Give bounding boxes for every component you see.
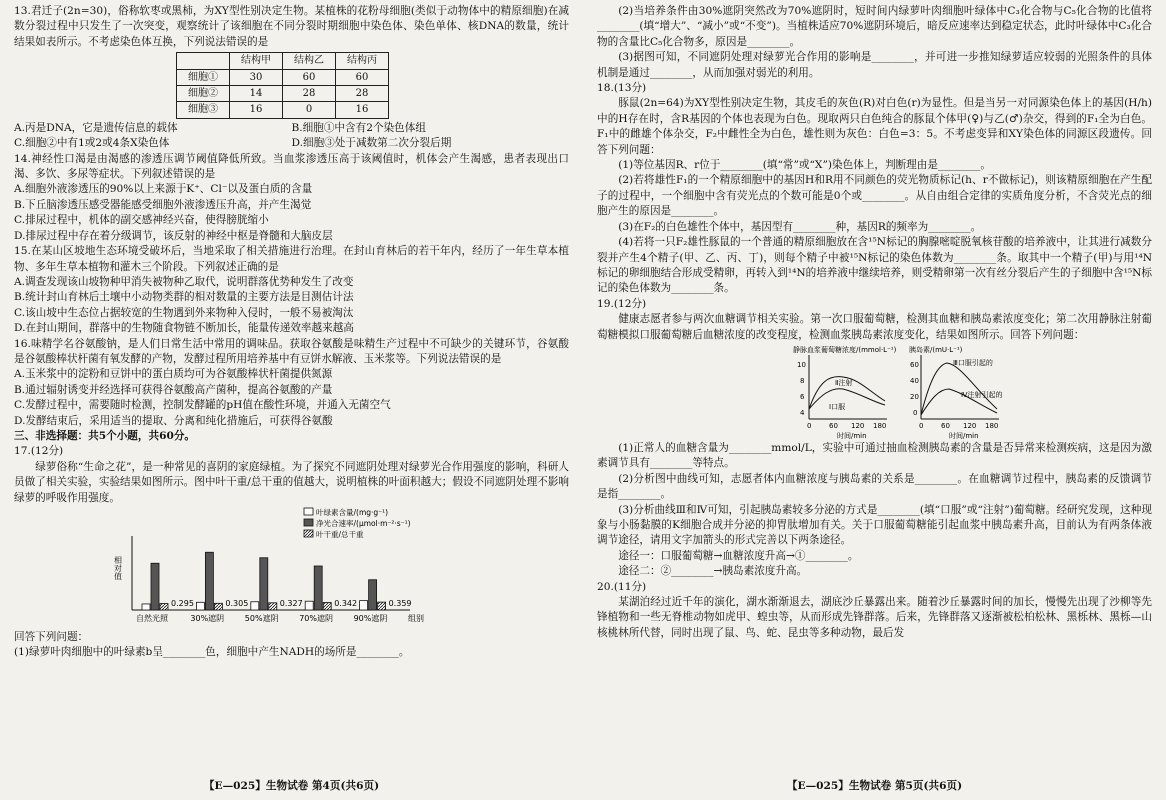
q18-head: 18.(13分)	[597, 82, 647, 95]
q18-stem: 豚鼠(2n=64)为XY型性别决定生物，其皮毛的灰色(R)对白色(r)为显性。但是当另一对同源染色体上的基因(H/h)中的H存在时，含R基因的个体也表现为白色。现取两只白色纯合的豚鼠个体甲(♀)与乙(♂)杂交，得到的F₁全为白色。F₁中的雌雄个体杂交，F₂中雌性全为白色，雄性则为灰色：白色=3：5。不考虑变异和XY染色体的同源区段遗传。回答下列问题：	[597, 97, 1152, 156]
q15-option-b: B.统计封山育林后土壤中小动物类群的相对数量的主要方法是目测估计法	[14, 291, 354, 304]
graph-a-xlabel: 时间/min	[837, 431, 867, 440]
category-label: 90%遮阴	[353, 614, 388, 623]
q19-sub2: (2)分析图中曲线可知，志愿者体内血糖浓度与胰岛素的关系是________。在血糖调节过程中，胰岛素的反馈调节是指________。	[597, 472, 1152, 501]
table-cell: 细胞③	[177, 102, 230, 118]
graph-a-curve-oral	[809, 389, 885, 409]
q19-sub3: (3)分析曲线Ⅲ和Ⅳ可知，引起胰岛素较多分泌的方式是________(填“口服”或“注射”)葡萄糖。经研究发现，这种现象与小肠黏膜的K细胞合成并分泌的抑胃肽增加有关。关于口服葡萄糖能引起血浆中胰岛素升高，目前认为有两条体液调节途径，请用文字加箭头的形式完善以下两条途径。	[597, 503, 1152, 547]
q18-sub4: (4)若将一只F₂雄性豚鼠的一个普通的精原细胞放在含¹⁵N标记的胸腺嘧啶脱氧核苷酸的培养液中，让其进行减数分裂并产生4个精子(甲、乙、丙、丁)，则每个精子中被¹⁵N标记的染色体数为________条。取其中一个精子(甲)与用¹⁴N标记的卵细胞结合形成受精卵，再转入到¹⁴N的培养液中继续培养，则受精卵第一次有丝分裂后产生的子细胞中含¹⁵N标记的染色体数为________条。	[597, 236, 1152, 295]
q19-sub1: (1)正常人的血糖含量为________mmol/L，实验中可通过抽血检测胰岛素的含量是否异常来检测疾病，这是因为激素调节具有________等特点。	[597, 441, 1152, 470]
q14-option-d: D.排尿过程中存在着分级调节，该反射的神经中枢是脊髓和大脑皮层	[14, 229, 333, 242]
graph-b-xlabel: 时间/min	[949, 431, 979, 440]
q13-option-c: C.细胞②中有1或2或4条X染色体	[14, 137, 170, 150]
bar	[251, 602, 259, 610]
q18-sub2: (2)若将雄性F₁的一个精原细胞中的基因H和R用不同颜色的荧光物质标记(h、r不做标记)，则该精原细胞在产生配子的过程中，一个细胞中含有荧光点的个数可能是0个或________。从自由组合定律的实质角度分析，不含荧光点的细胞产生的原因是________。	[597, 174, 1152, 218]
table-cell: 细胞②	[177, 86, 230, 102]
bar	[378, 602, 386, 610]
data-label: 0.295	[171, 599, 194, 608]
table-cell: 28	[283, 86, 336, 102]
data-label: 0.305	[225, 599, 249, 608]
q16-option-d: D.发酵结束后，采用适当的提取、分离和纯化措施后，可获得谷氨酸	[14, 414, 333, 427]
graph-a	[793, 345, 897, 440]
q16-stem: 16.味精学名谷氨酸钠，是人们日常生活中常用的调味品。获取谷氨酸是味精生产过程中不可缺少的关键环节，谷氨酸是谷氨酸棒状杆菌有氧发酵的产物，发酵过程所用培养基中有豆饼水解液、玉米浆等。下列说法错误的是	[14, 337, 569, 365]
table-cell: 16	[336, 102, 389, 118]
bar	[369, 580, 377, 610]
q16-option-a: A.玉米浆中的淀粉和豆饼中的蛋白质均可为谷氨酸棒状杆菌提供氮源	[14, 368, 333, 381]
graph-b-curve-label: Ⅳ注射引起的	[961, 390, 1003, 399]
category-label: 50%遮阴	[244, 614, 279, 623]
q14-option-b: B.下丘脑渗透压感受器能感受细胞外液渗透压升高，并产生渴觉	[14, 198, 312, 211]
table-cell: 60	[336, 69, 389, 85]
q13-option-b: B.细胞①中含有2个染色体组	[291, 121, 426, 134]
q13-option-a: A.丙是DNA，它是遗传信息的载体	[14, 121, 178, 134]
graph-b-xtick: 0	[919, 421, 924, 430]
category-label: 70%遮阴	[299, 614, 333, 623]
q19-path2: 途径二：②________→胰岛素浓度升高。	[618, 565, 808, 578]
q17-sub3: (3)据图可知，不同遮阴处理对绿萝光合作用的影响是________，并可进一步推知绿萝适应较弱的光照条件的具体机制是通过________，从而加强对弱光的利用。	[597, 51, 1152, 79]
q14-stem: 14.神经性口渴是由渴感的渗透压调节阈值降低所致。当血浆渗透压高于该阈值时，机体会产生渴感，患者表现出口渴、多饮、多尿等症状。下列叙述错误的是	[14, 152, 569, 181]
y-axis-label: 相对值	[113, 556, 123, 580]
q17-sub1: (1)绿萝叶肉细胞中的叶绿素b呈________色，细胞中产生NADH的场所是________。	[14, 646, 410, 659]
bar	[214, 603, 222, 610]
legend-label: 叶干重/总干重	[316, 530, 364, 539]
section-3-heading: 三、非选择题：共5个小题，共60分。	[14, 429, 196, 442]
table-cell: 16	[230, 102, 283, 118]
q13-option-d: D.细胞③处于减数第二次分裂后期	[291, 137, 452, 150]
table-cell: 14	[230, 86, 283, 102]
bar	[305, 601, 313, 610]
category-label: 自然光照	[136, 614, 168, 623]
q16-option-b: B.通过辐射诱变并经选择可获得谷氨酸高产菌种，提高谷氨酸的产量	[14, 383, 333, 396]
q19-stem: 健康志愿者参与两次血糖调节相关实验。第一次口服葡萄糖，检测其血糖和胰岛素浓度变化；第二次用静脉注射葡萄糖模拟口服葡萄糖后血糖浓度的改变程度，检测血浆胰岛素浓度变化，结果如图所示。回答下列问题：	[597, 313, 1152, 341]
q17-stem: 绿萝俗称“生命之花”，是一种常见的喜阴的家庭绿植。为了探究不同遮阴处理对绿萝光合作用强度的影响，科研人员做了相关实验，实验结果如图所示。图中叶干重/总干重的值越大，说明植株的叶面积越大；假设不同遮阴处理不影响绿萝的呼吸作用强度。	[14, 460, 569, 504]
bar	[269, 603, 277, 610]
legend-label: 净光合速率/(μmol·m⁻²·s⁻¹)	[316, 519, 411, 528]
graph-a-ytick: 8	[800, 376, 805, 385]
table-header: 结构乙	[283, 53, 336, 69]
bar	[142, 604, 150, 610]
graph-b-xtick: 60	[941, 421, 950, 430]
table-cell: 28	[336, 86, 389, 102]
graph-a-curve-label: Ⅰ口服	[829, 402, 846, 411]
q20-head: 20.(11分)	[597, 580, 647, 593]
q18-sub3: (3)在F₂的白色雄性个体中，基因型有________种，基因R的频率为________。	[618, 220, 982, 233]
bar	[360, 601, 368, 610]
q17-bar-chart	[14, 506, 569, 630]
bar	[205, 552, 213, 610]
graph-b	[909, 345, 1002, 440]
q16-option-c: C.发酵过程中，需要随时检测，控制发酵罐的pH值在酸性环境，并通入无菌空气	[14, 399, 391, 412]
q19-head: 19.(12分)	[597, 297, 647, 310]
graph-b-curve-label: Ⅲ口服引起的	[953, 358, 993, 367]
graph-a-curve-label: Ⅱ注射	[835, 378, 853, 387]
table-header: 结构甲	[230, 53, 283, 69]
q20-stem: 某湖泊经过近千年的演化，湖水渐渐退去，湖底沙丘暴露出来。随着沙丘暴露时间的加长，慢慢先出现了沙柳等先锋植物和一些无脊椎动物如虎甲、蝗虫等，从而形成先锋群落。后来，先锋群落又逐渐被松柏松林、黑栎林、黑栎—山核桃林所代替，同时出现了鼠、鸟、蛇、昆虫等多种动物，最后发	[597, 596, 1152, 639]
data-label: 0.342	[334, 599, 358, 608]
right-footer: 【E—025】生物试卷 第5页(共6页)	[786, 779, 963, 792]
data-label: 0.359	[388, 599, 412, 608]
legend-swatch	[304, 519, 313, 526]
q13-options-row2	[14, 136, 569, 151]
q19-path1: 途径一：口服葡萄糖→血糖浓度升高→①________。	[618, 549, 859, 562]
graph-b-xtick: 120	[963, 421, 977, 430]
q13-options-row1	[14, 121, 569, 136]
category-label: 30%遮阴	[190, 614, 225, 623]
graph-b-ylabel: 胰岛素/(mU·L⁻¹)	[909, 345, 963, 354]
q17-sub2: (2)当培养条件由30%遮阴突然改为70%遮阴时，短时间内绿萝叶肉细胞叶绿体中C₃化合物与C₅化合物的比值将________(填“增大”、“减小”或“不变”)。当植株适应70%遮阴环境后，暗反应速率达到稳定状态，此时叶绿体中C₃化合物的含量比C₅化合物多，原因是________。	[597, 5, 1152, 48]
bar	[323, 602, 331, 610]
table-cell: 60	[283, 69, 336, 85]
right-page	[583, 0, 1166, 800]
bar	[260, 558, 268, 610]
graph-a-xtick: 180	[873, 421, 887, 430]
graph-a-xtick: 120	[851, 421, 865, 430]
graph-b-ytick: 20	[910, 392, 919, 401]
legend-swatch	[304, 530, 313, 537]
table-cell: 30	[230, 69, 283, 85]
data-label: 0.327	[279, 599, 303, 608]
bar	[196, 602, 204, 610]
q15-option-a: A.调查发现该山坡物种甲消失被物种乙取代，说明群落优势种发生了改变	[14, 275, 354, 288]
q15-stem: 15.在某山区坡地生态环境受破坏后，当地采取了相关措施进行治理。在封山育林后的若干年内，经历了一年生草本植物、多年生草本植物和灌木三个阶段。下列叙述正确的是	[14, 245, 569, 273]
q13-stem: 13.君迁子(2n=30)，俗称软枣或黑柿，为XY型性别决定生物。某植株的花粉母细胞(类似于动物体中的精原细胞)在减数分裂过程中只发生了一次突变，观察统计了该细胞在不同分裂时期细胞中染色体、染色单体、核DNA的数量，统计结果如表所示。不考虑染色体互换，下列说法错误的是	[14, 5, 569, 48]
x-axis-label: 组别	[408, 614, 424, 623]
q14-option-a: A.细胞外液渗透压的90%以上来源于K⁺、Cl⁻以及蛋白质的含量	[14, 183, 313, 196]
q14-option-c: C.排尿过程中，机体的副交感神经兴奋，使得膀胱缩小	[14, 214, 269, 227]
q19-graphs	[597, 343, 1152, 441]
q18-sub1: (1)等位基因R、r位于________(填“常”或“X”)染色体上，判断理由是________。	[618, 159, 991, 172]
q13-table	[176, 52, 389, 119]
graph-a-ytick: 10	[797, 360, 806, 369]
graph-b-ytick: 60	[910, 360, 919, 369]
table-header	[177, 53, 230, 69]
graph-a-ylabel: 静脉血浆葡萄糖浓度/(mmol·L⁻¹)	[793, 345, 897, 354]
table-cell: 细胞①	[177, 69, 230, 85]
bar	[314, 566, 322, 610]
legend-label: 叶绿素含量/(mg·g⁻¹)	[316, 508, 389, 517]
q17-head: 17.(12分)	[14, 445, 64, 458]
graph-b-ytick: 0	[913, 408, 918, 417]
graph-b-ytick: 40	[910, 376, 919, 385]
q15-option-d: D.在封山期间，群落中的生物随食物链不断加长，能量传递效率越来越高	[14, 322, 354, 335]
left-footer: 【E—025】生物试卷 第4页(共6页)	[203, 779, 380, 792]
graph-a-ytick: 4	[800, 408, 805, 417]
bar	[151, 563, 159, 610]
q15-option-c: C.该山坡中生态位占据较宽的生物遇到外来物种入侵时，一般不易被淘汰	[14, 306, 354, 319]
bar	[160, 604, 168, 610]
legend-swatch	[304, 508, 313, 515]
graph-a-xtick: 0	[807, 421, 812, 430]
graph-a-xtick: 60	[829, 421, 838, 430]
table-header: 结构丙	[336, 53, 389, 69]
q17-answer-intro: 回答下列问题：	[14, 631, 89, 643]
graph-a-ytick: 6	[800, 392, 805, 401]
graph-b-xtick: 180	[985, 421, 999, 430]
table-cell: 0	[283, 102, 336, 118]
